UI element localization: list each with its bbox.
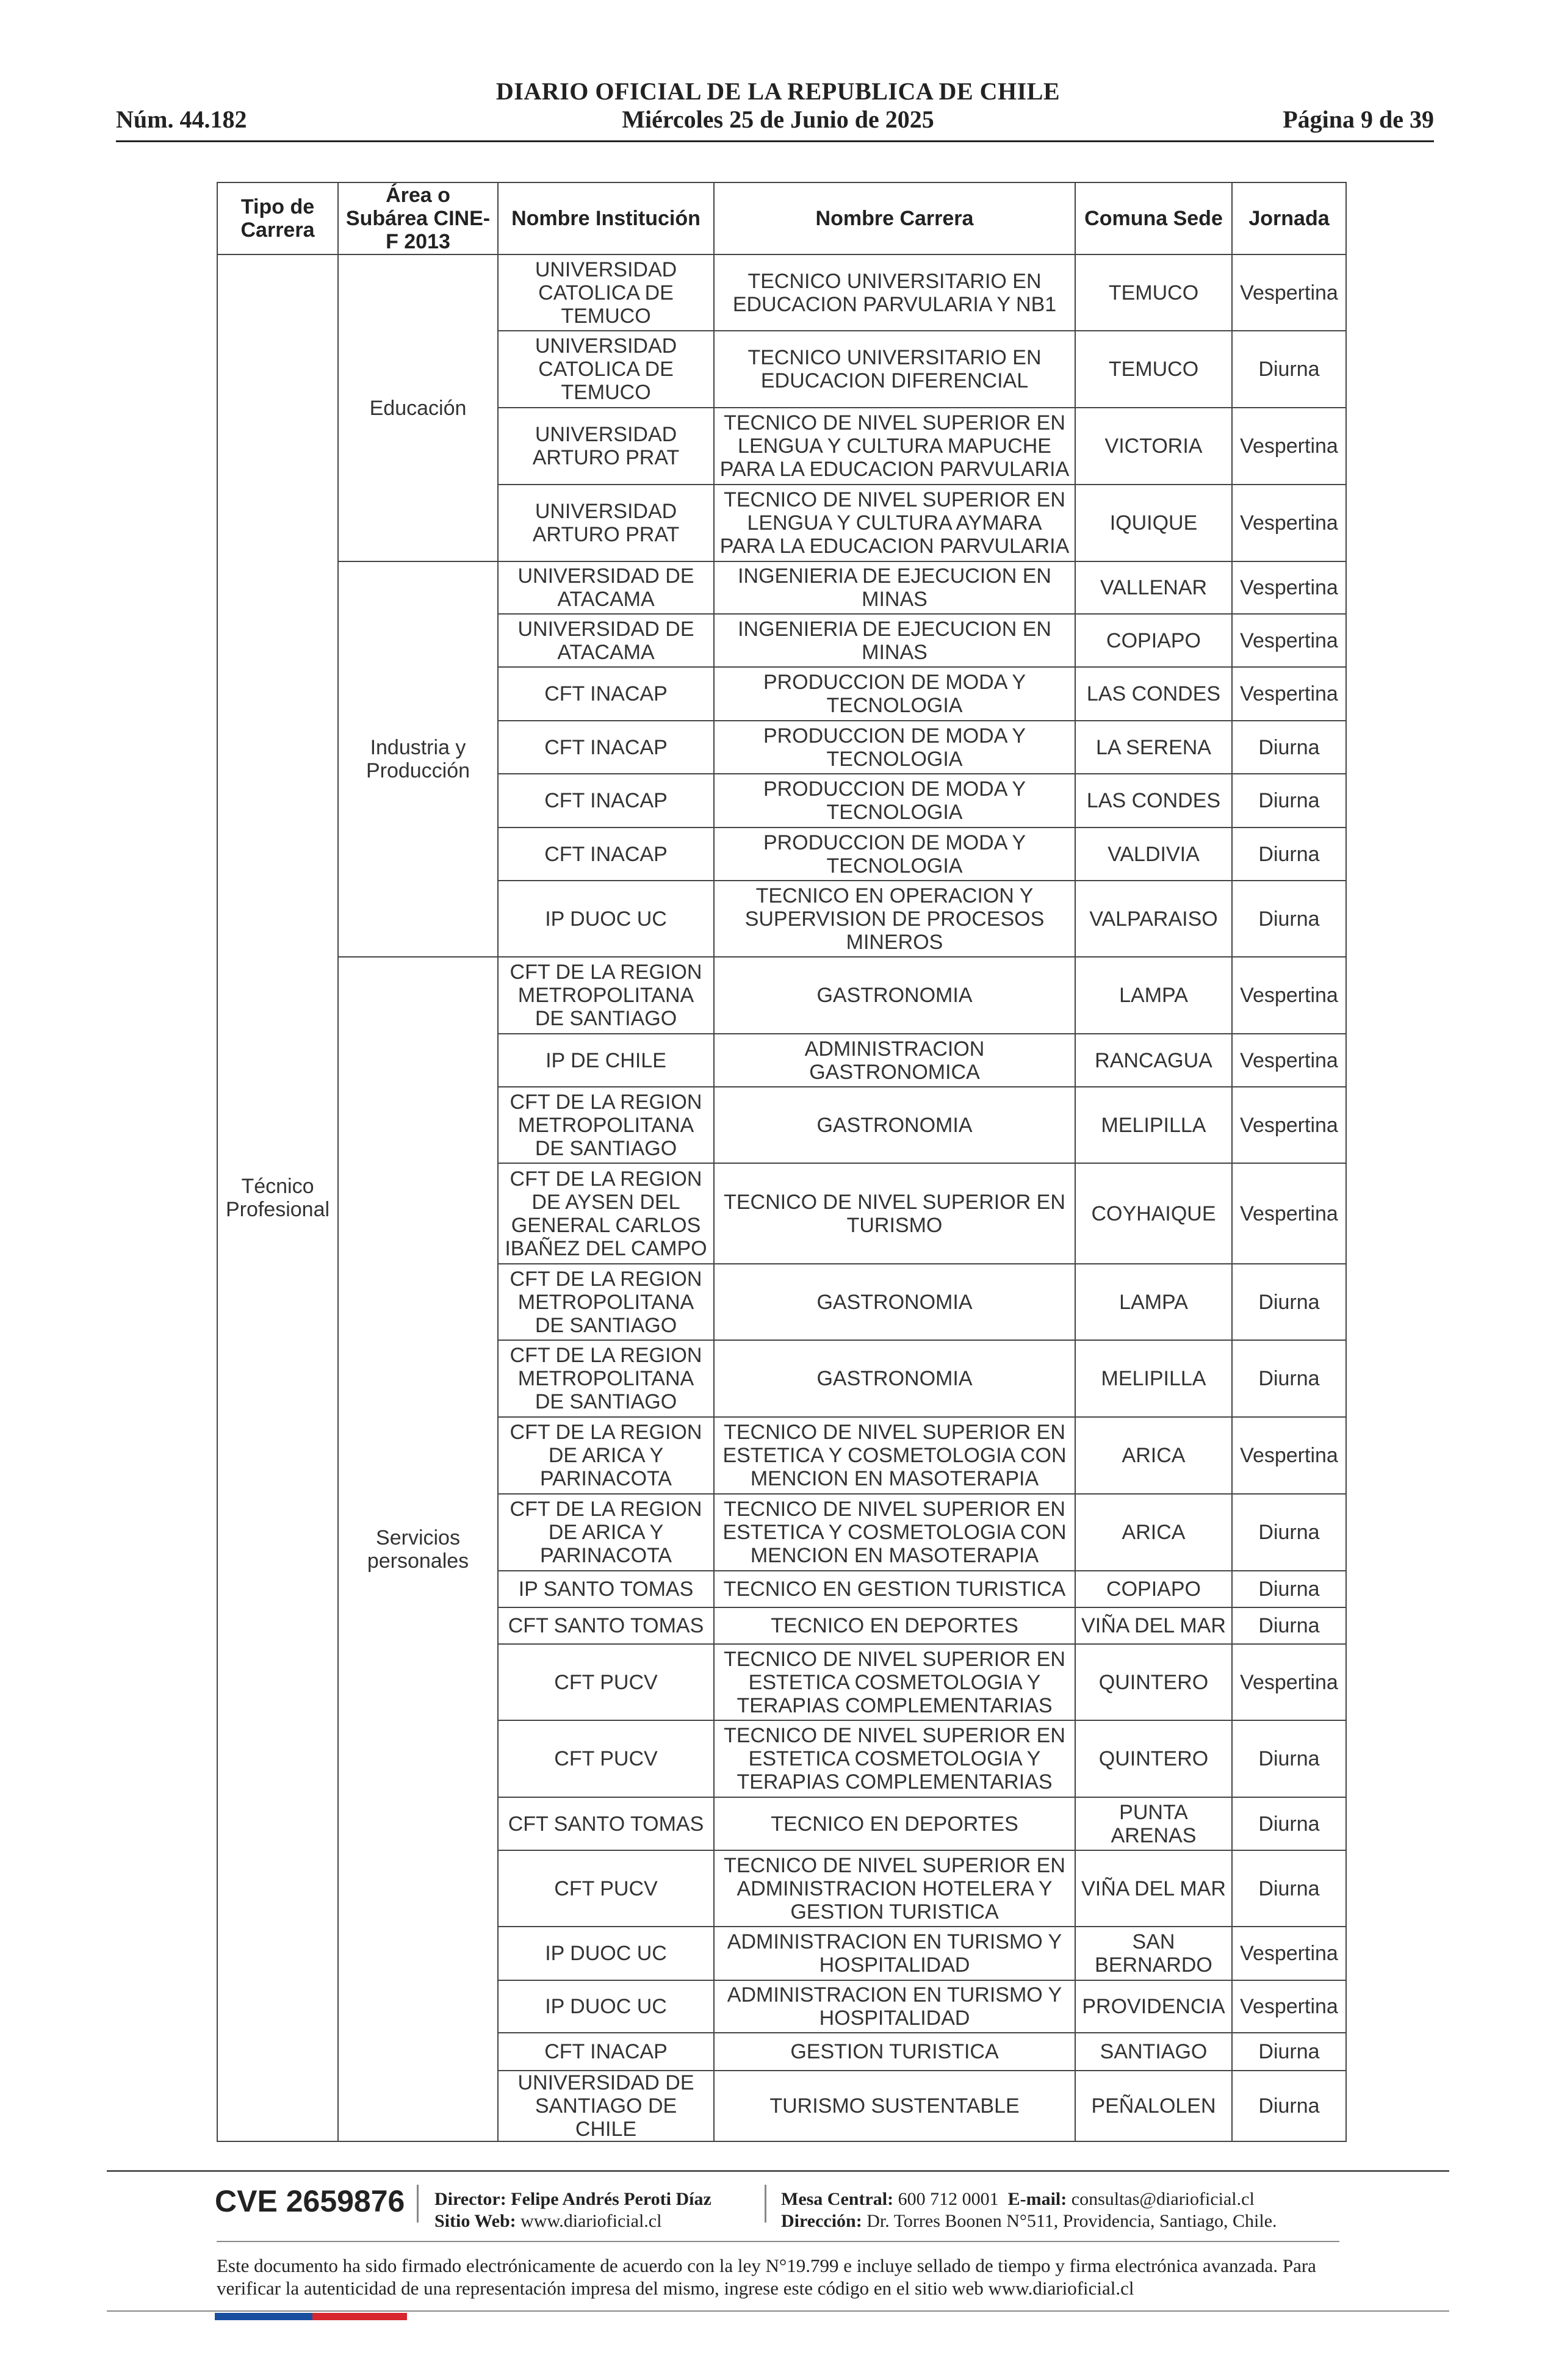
- jornada-cell: Diurna: [1232, 1607, 1346, 1644]
- jornada-cell: Diurna: [1232, 2071, 1346, 2141]
- director-name: Felipe Andrés Peroti Díaz: [511, 2189, 711, 2209]
- carrera-cell: TECNICO DE NIVEL SUPERIOR EN ESTETICA COSMETOLOGIA Y TERAPIAS COMPLEMENTARIAS: [714, 1720, 1075, 1797]
- direccion-label: Dirección:: [781, 2211, 862, 2231]
- comuna-cell: PROVIDENCIA: [1075, 1980, 1232, 2033]
- cve-code: CVE 2659876: [215, 2184, 405, 2218]
- careers-table: [217, 182, 1347, 2142]
- jornada-cell: Vespertina: [1232, 957, 1346, 1034]
- comuna-cell: VALDIVIA: [1075, 828, 1232, 881]
- jornada-cell: Diurna: [1232, 1340, 1346, 1417]
- institucion-cell: IP DUOC UC: [498, 1980, 714, 2033]
- comuna-cell: QUINTERO: [1075, 1644, 1232, 1720]
- jornada-cell: Vespertina: [1232, 485, 1346, 561]
- carrera-cell: TECNICO DE NIVEL SUPERIOR EN ESTETICA COSMETOLOGIA Y TERAPIAS COMPLEMENTARIAS: [714, 1644, 1075, 1720]
- mesa-label: Mesa Central:: [781, 2189, 894, 2209]
- comuna-cell: COPIAPO: [1075, 614, 1232, 667]
- carrera-cell: PRODUCCION DE MODA Y TECNOLOGIA: [714, 774, 1075, 828]
- carrera-cell: TECNICO EN DEPORTES: [714, 1797, 1075, 1850]
- contact-block: [781, 2188, 1277, 2232]
- comuna-cell: ARICA: [1075, 1494, 1232, 1571]
- comuna-cell: VALLENAR: [1075, 561, 1232, 614]
- comuna-cell: COPIAPO: [1075, 1571, 1232, 1607]
- jornada-cell: Diurna: [1232, 1494, 1346, 1571]
- institucion-cell: IP DUOC UC: [498, 1927, 714, 1980]
- carrera-cell: ADMINISTRACION EN TURISMO Y HOSPITALIDAD: [714, 1980, 1075, 2033]
- jornada-cell: Vespertina: [1232, 667, 1346, 721]
- comuna-cell: SANTIAGO: [1075, 2033, 1232, 2071]
- institucion-cell: UNIVERSIDAD CATOLICA DE TEMUCO: [498, 331, 714, 408]
- table-row: [217, 561, 1346, 614]
- institucion-cell: CFT PUCV: [498, 1644, 714, 1720]
- carrera-cell: TURISMO SUSTENTABLE: [714, 2071, 1075, 2141]
- footer-divider-bottom: [107, 2310, 1449, 2312]
- footer-divider-middle: [217, 2241, 1339, 2242]
- comuna-cell: VIÑA DEL MAR: [1075, 1850, 1232, 1927]
- jornada-cell: Diurna: [1232, 774, 1346, 828]
- institucion-cell: IP DE CHILE: [498, 1034, 714, 1087]
- jornada-cell: Vespertina: [1232, 408, 1346, 485]
- comuna-cell: VIÑA DEL MAR: [1075, 1607, 1232, 1644]
- institucion-cell: IP SANTO TOMAS: [498, 1571, 714, 1607]
- web-label: Sitio Web:: [434, 2211, 516, 2231]
- institucion-cell: CFT INACAP: [498, 2033, 714, 2071]
- institucion-cell: CFT SANTO TOMAS: [498, 1797, 714, 1850]
- jornada-cell: Diurna: [1232, 1720, 1346, 1797]
- comuna-cell: MELIPILLA: [1075, 1087, 1232, 1163]
- institucion-cell: CFT INACAP: [498, 828, 714, 881]
- carrera-cell: TECNICO DE NIVEL SUPERIOR EN LENGUA Y CULTURA MAPUCHE PARA LA EDUCACION PARVULARIA: [714, 408, 1075, 485]
- jornada-cell: Diurna: [1232, 1264, 1346, 1340]
- publication-title: DIARIO OFICIAL DE LA REPUBLICA DE CHILE: [495, 78, 1061, 105]
- comuna-cell: QUINTERO: [1075, 1720, 1232, 1797]
- comuna-cell: LAS CONDES: [1075, 667, 1232, 721]
- institucion-cell: UNIVERSIDAD ARTURO PRAT: [498, 485, 714, 561]
- comuna-cell: SAN BERNARDO: [1075, 1927, 1232, 1980]
- director-block: [434, 2188, 711, 2232]
- carrera-cell: ADMINISTRACION GASTRONOMICA: [714, 1034, 1075, 1087]
- comuna-cell: VICTORIA: [1075, 408, 1232, 485]
- institucion-cell: UNIVERSIDAD ARTURO PRAT: [498, 408, 714, 485]
- institucion-cell: CFT DE LA REGION DE AYSEN DEL GENERAL CARLOS IBAÑEZ DEL CAMPO: [498, 1163, 714, 1264]
- email-link[interactable]: consultas@diarioficial.cl: [1071, 2189, 1255, 2209]
- header-carrera: Nombre Carrera: [714, 182, 1075, 254]
- page-number: Página 9 de 39: [1283, 106, 1434, 133]
- jornada-cell: Vespertina: [1232, 614, 1346, 667]
- header-jornada: Jornada: [1232, 182, 1346, 254]
- tipo-carrera-cell: Técnico Profesional: [217, 254, 338, 2141]
- institucion-cell: CFT INACAP: [498, 721, 714, 774]
- comuna-cell: VALPARAISO: [1075, 881, 1232, 957]
- comuna-cell: PEÑALOLEN: [1075, 2071, 1232, 2141]
- flag-stripe-blue: [215, 2313, 312, 2320]
- carrera-cell: GASTRONOMIA: [714, 1340, 1075, 1417]
- carrera-cell: PRODUCCION DE MODA Y TECNOLOGIA: [714, 667, 1075, 721]
- comuna-cell: COYHAIQUE: [1075, 1163, 1232, 1264]
- carrera-cell: TECNICO EN GESTION TURISTICA: [714, 1571, 1075, 1607]
- comuna-cell: TEMUCO: [1075, 331, 1232, 408]
- jornada-cell: Vespertina: [1232, 1644, 1346, 1720]
- comuna-cell: ARICA: [1075, 1417, 1232, 1494]
- comuna-cell: LAMPA: [1075, 957, 1232, 1034]
- comuna-cell: PUNTA ARENAS: [1075, 1797, 1232, 1850]
- institucion-cell: CFT DE LA REGION METROPOLITANA DE SANTIAGO: [498, 1264, 714, 1340]
- institucion-cell: CFT DE LA REGION METROPOLITANA DE SANTIAGO: [498, 1087, 714, 1163]
- header-institucion: Nombre Institución: [498, 182, 714, 254]
- jornada-cell: Diurna: [1232, 1571, 1346, 1607]
- institucion-cell: CFT DE LA REGION DE ARICA Y PARINACOTA: [498, 1417, 714, 1494]
- table-row: [217, 957, 1346, 1034]
- jornada-cell: Vespertina: [1232, 1163, 1346, 1264]
- carrera-cell: TECNICO DE NIVEL SUPERIOR EN ADMINISTRACION HOTELERA Y GESTION TURISTICA: [714, 1850, 1075, 1927]
- institucion-cell: UNIVERSIDAD DE ATACAMA: [498, 561, 714, 614]
- carrera-cell: TECNICO UNIVERSITARIO EN EDUCACION DIFERENCIAL: [714, 331, 1075, 408]
- institucion-cell: IP DUOC UC: [498, 881, 714, 957]
- area-cell: Industria y Producción: [338, 561, 498, 957]
- jornada-cell: Diurna: [1232, 828, 1346, 881]
- institucion-cell: CFT INACAP: [498, 774, 714, 828]
- header-tipo-carrera: Tipo de Carrera: [217, 182, 338, 254]
- carrera-cell: TECNICO UNIVERSITARIO EN EDUCACION PARVULARIA Y NB1: [714, 254, 1075, 331]
- institucion-cell: CFT DE LA REGION METROPOLITANA DE SANTIAGO: [498, 1340, 714, 1417]
- jornada-cell: Vespertina: [1232, 1034, 1346, 1087]
- comuna-cell: LAMPA: [1075, 1264, 1232, 1340]
- web-link[interactable]: www.diarioficial.cl: [520, 2211, 662, 2231]
- director-label: Director:: [434, 2189, 506, 2209]
- carrera-cell: GASTRONOMIA: [714, 1087, 1075, 1163]
- comuna-cell: LA SERENA: [1075, 721, 1232, 774]
- carrera-cell: PRODUCCION DE MODA Y TECNOLOGIA: [714, 721, 1075, 774]
- jornada-cell: Vespertina: [1232, 1927, 1346, 1980]
- carrera-cell: INGENIERIA DE EJECUCION EN MINAS: [714, 614, 1075, 667]
- jornada-cell: Vespertina: [1232, 1087, 1346, 1163]
- comuna-cell: MELIPILLA: [1075, 1340, 1232, 1417]
- direccion-value: Dr. Torres Boonen N°511, Providencia, Santiago, Chile.: [866, 2211, 1277, 2231]
- institucion-cell: CFT SANTO TOMAS: [498, 1607, 714, 1644]
- email-label: E-mail:: [1007, 2189, 1067, 2209]
- table-header-row: [217, 182, 1346, 254]
- institucion-cell: CFT INACAP: [498, 667, 714, 721]
- footer-separator: [765, 2185, 766, 2223]
- jornada-cell: Diurna: [1232, 1797, 1346, 1850]
- carrera-cell: ADMINISTRACION EN TURISMO Y HOSPITALIDAD: [714, 1927, 1075, 1980]
- carrera-cell: TECNICO DE NIVEL SUPERIOR EN TURISMO: [714, 1163, 1075, 1264]
- area-cell: Servicios personales: [338, 957, 498, 2141]
- comuna-cell: IQUIQUE: [1075, 485, 1232, 561]
- jornada-cell: Vespertina: [1232, 1980, 1346, 2033]
- header-divider: [116, 140, 1434, 142]
- publication-date: Miércoles 25 de Junio de 2025: [622, 106, 934, 133]
- header-comuna: Comuna Sede: [1075, 182, 1232, 254]
- carrera-cell: TECNICO DE NIVEL SUPERIOR EN ESTETICA Y COSMETOLOGIA CON MENCION EN MASOTERAPIA: [714, 1417, 1075, 1494]
- institucion-cell: UNIVERSIDAD DE ATACAMA: [498, 614, 714, 667]
- mesa-phone: 600 712 0001: [898, 2189, 999, 2209]
- area-cell: Educación: [338, 254, 498, 561]
- jornada-cell: Vespertina: [1232, 254, 1346, 331]
- carrera-cell: TECNICO DE NIVEL SUPERIOR EN LENGUA Y CULTURA AYMARA PARA LA EDUCACION PARVULARIA: [714, 485, 1075, 561]
- legal-notice: Este documento ha sido firmado electrónicamente de acuerdo con la ley N°19.799 e incluye sellado de tiempo y firma electrónica avanzada. Para verificar la autenticidad de una representación impresa del mismo, ingrese este código en el sitio web www.diarioficial.cl: [217, 2255, 1316, 2299]
- jornada-cell: Vespertina: [1232, 561, 1346, 614]
- footer-divider-top: [107, 2170, 1449, 2172]
- institucion-cell: CFT PUCV: [498, 1850, 714, 1927]
- header-area: Área o Subárea CINE-F 2013: [338, 182, 498, 254]
- comuna-cell: TEMUCO: [1075, 254, 1232, 331]
- issue-number: Núm. 44.182: [116, 106, 247, 133]
- carrera-cell: GASTRONOMIA: [714, 1264, 1075, 1340]
- jornada-cell: Diurna: [1232, 881, 1346, 957]
- carrera-cell: GESTION TURISTICA: [714, 2033, 1075, 2071]
- footer-separator: [417, 2185, 419, 2223]
- carrera-cell: TECNICO EN DEPORTES: [714, 1607, 1075, 1644]
- table-row: [217, 254, 1346, 331]
- comuna-cell: LAS CONDES: [1075, 774, 1232, 828]
- jornada-cell: Diurna: [1232, 2033, 1346, 2071]
- jornada-cell: Diurna: [1232, 1850, 1346, 1927]
- jornada-cell: Diurna: [1232, 331, 1346, 408]
- jornada-cell: Diurna: [1232, 721, 1346, 774]
- institucion-cell: CFT PUCV: [498, 1720, 714, 1797]
- carrera-cell: INGENIERIA DE EJECUCION EN MINAS: [714, 561, 1075, 614]
- institucion-cell: UNIVERSIDAD DE SANTIAGO DE CHILE: [498, 2071, 714, 2141]
- carrera-cell: TECNICO EN OPERACION Y SUPERVISION DE PROCESOS MINEROS: [714, 881, 1075, 957]
- comuna-cell: RANCAGUA: [1075, 1034, 1232, 1087]
- flag-stripe-red: [312, 2313, 407, 2320]
- carrera-cell: GASTRONOMIA: [714, 957, 1075, 1034]
- institucion-cell: CFT DE LA REGION DE ARICA Y PARINACOTA: [498, 1494, 714, 1571]
- jornada-cell: Vespertina: [1232, 1417, 1346, 1494]
- carrera-cell: PRODUCCION DE MODA Y TECNOLOGIA: [714, 828, 1075, 881]
- carrera-cell: TECNICO DE NIVEL SUPERIOR EN ESTETICA Y COSMETOLOGIA CON MENCION EN MASOTERAPIA: [714, 1494, 1075, 1571]
- institucion-cell: CFT DE LA REGION METROPOLITANA DE SANTIAGO: [498, 957, 714, 1034]
- institucion-cell: UNIVERSIDAD CATOLICA DE TEMUCO: [498, 254, 714, 331]
